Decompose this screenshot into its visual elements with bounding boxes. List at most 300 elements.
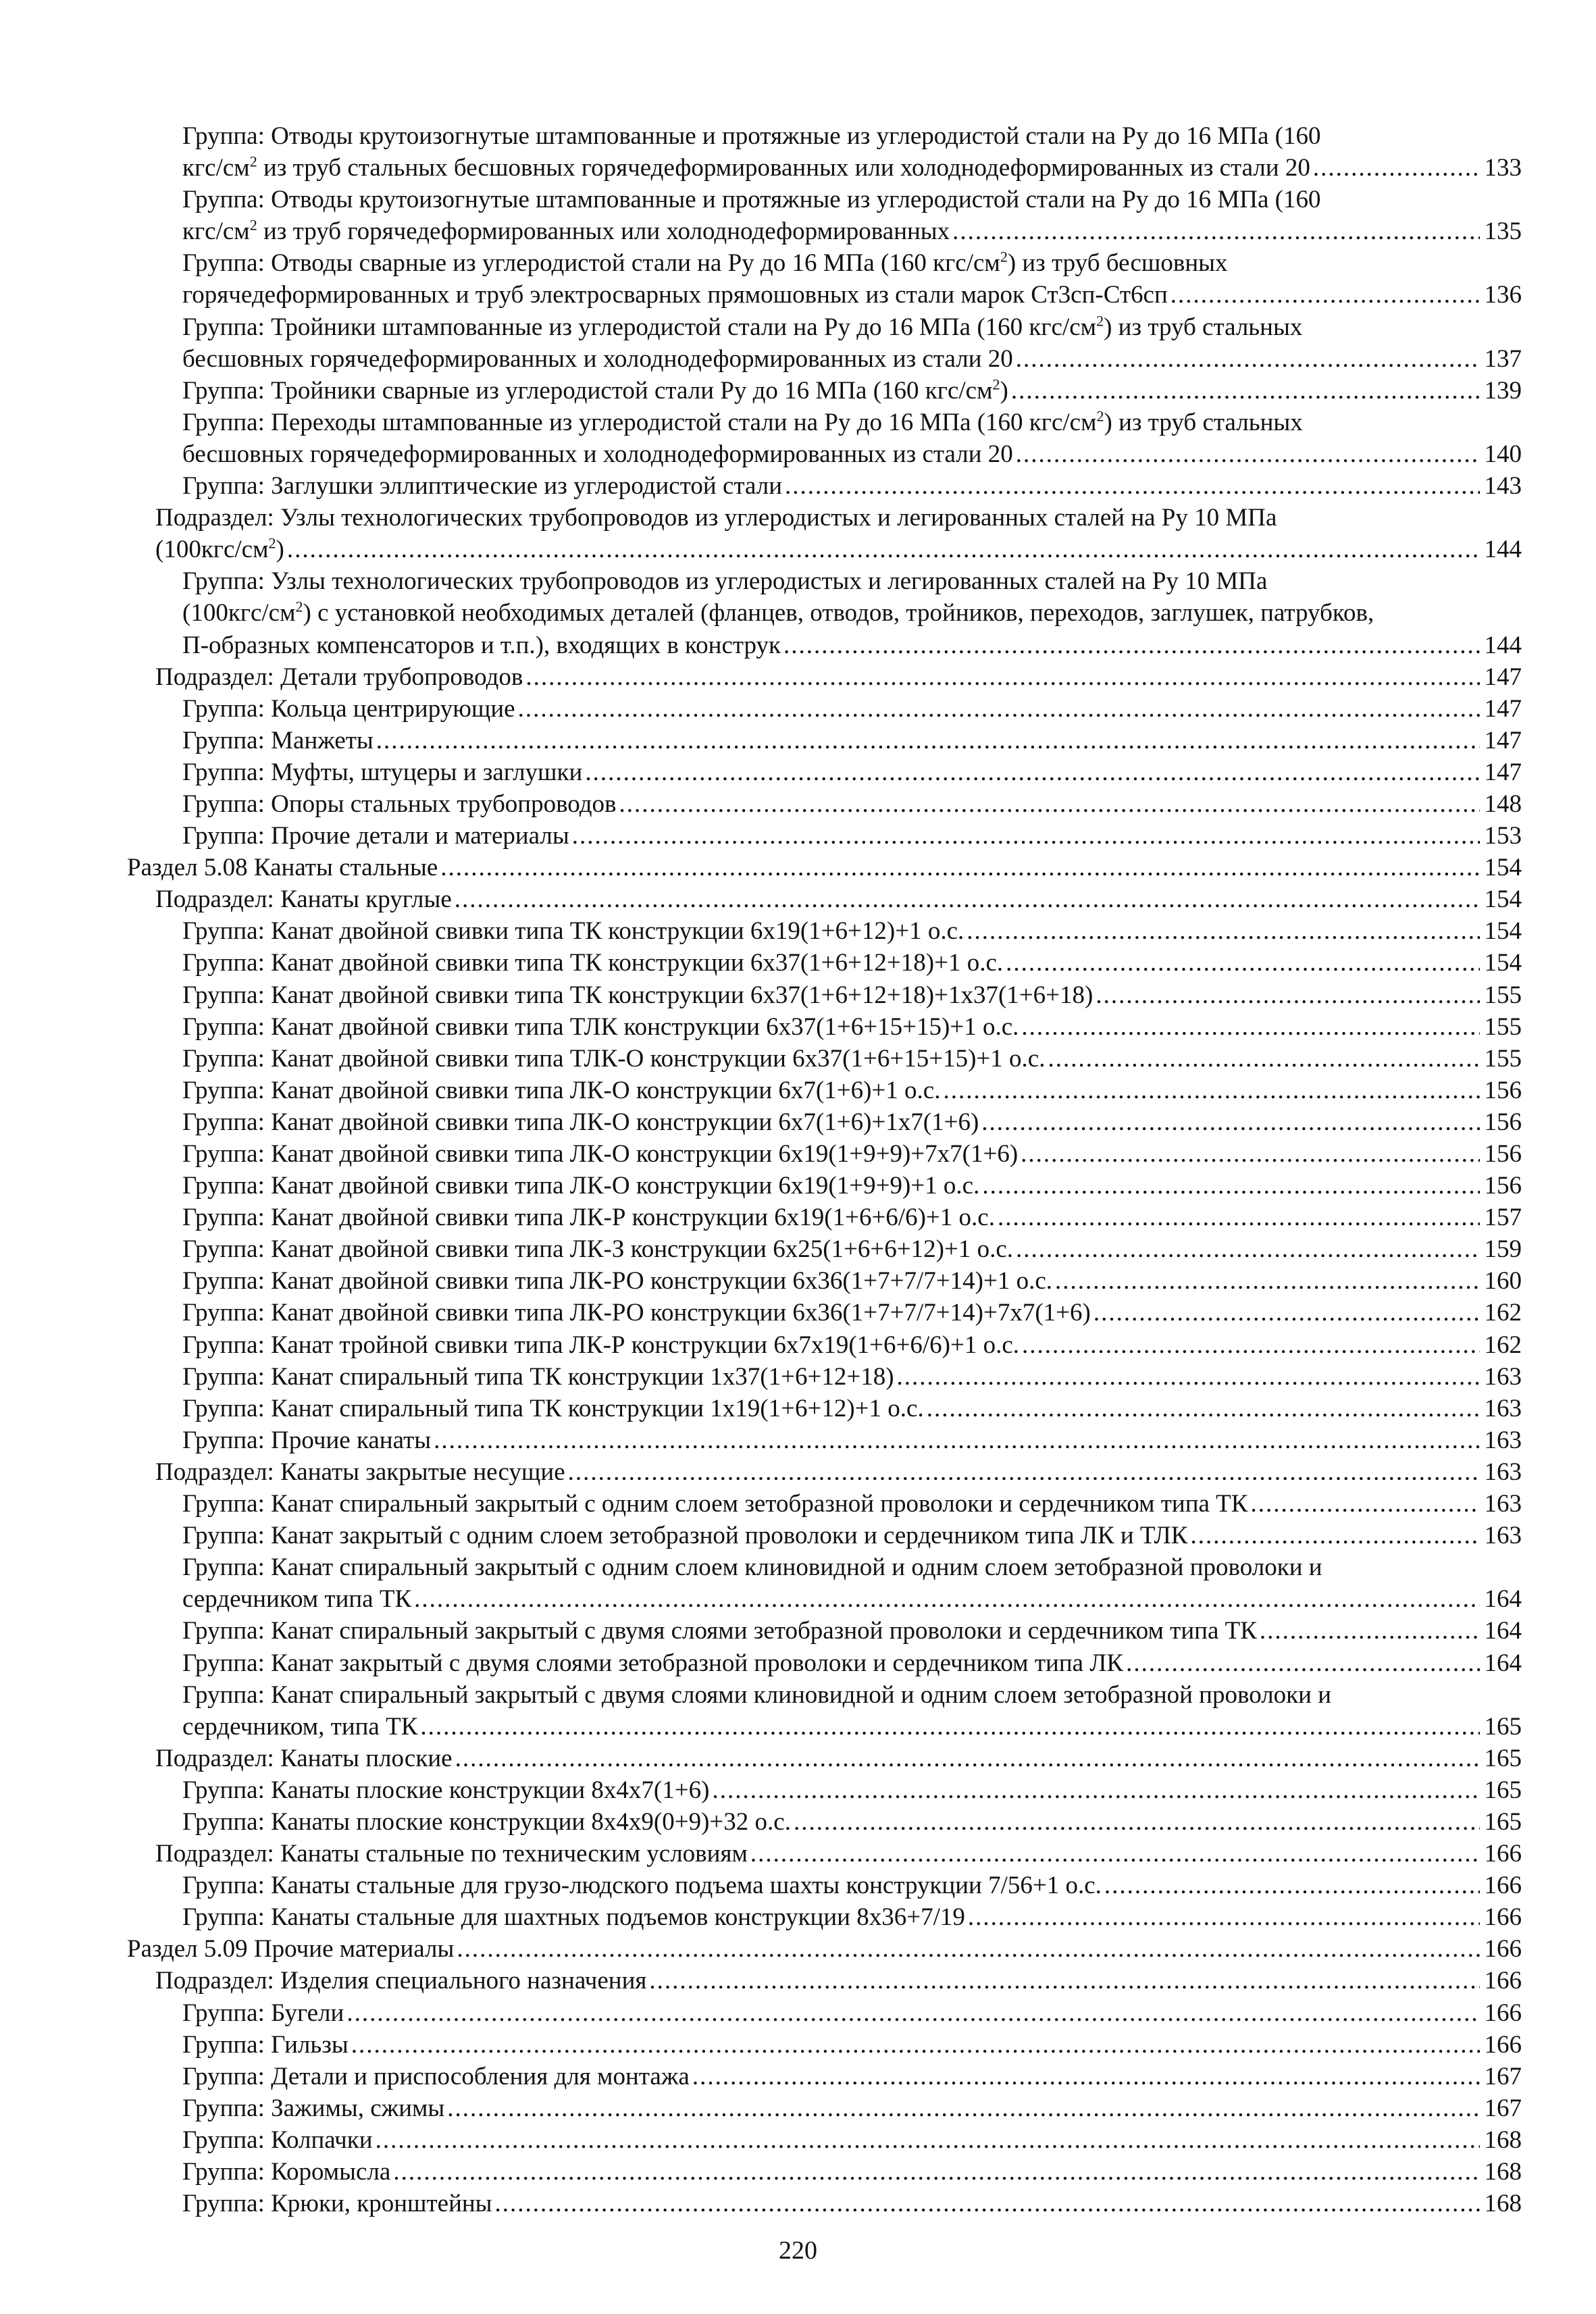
toc-entry-row: [182, 1106, 1522, 1138]
toc-group: [182, 1679, 1596, 1743]
dot-leader: [783, 629, 1480, 661]
toc-entry-text: Группа: Канат спиральный закрытый с одним слоем клиновидной и одним слоем зетобразной проволоки и: [182, 1553, 1322, 1582]
toc-entry-text: Подраздел: Канаты плоские: [155, 1744, 453, 1772]
toc-entry-text: Группа: Канат спиральный закрытый с одним слоем зетобразной проволоки и сердечником типа ТК: [182, 1490, 1248, 1518]
toc-entry-text: Группа: Канат двойной свивки типа ЛК-О конструкции 6х7(1+6)+1 о.с.: [182, 1076, 941, 1104]
toc-entry-text: бесшовных горячедеформированных и холоднодеформированных из стали 20: [182, 440, 1013, 468]
toc-entry-row: [182, 1488, 1522, 1520]
toc-group: [182, 2124, 1596, 2156]
toc-entry-row: [182, 343, 1522, 375]
toc-page-number: 155: [1484, 1044, 1522, 1073]
dot-leader: [1190, 1520, 1480, 1551]
toc-entry-row: [182, 756, 1522, 788]
superscript: 2: [1096, 312, 1104, 330]
toc-group: [182, 1647, 1596, 1679]
toc-entry-row: [155, 1456, 1522, 1488]
toc-page-number: 156: [1484, 1140, 1522, 1168]
toc-page-number: 166: [1484, 1935, 1522, 1963]
dot-leader: [346, 1997, 1480, 2029]
toc-entry-text: Подраздел: Узлы технологических трубопроводов из углеродистых и легированных сталей на Ру 10 МПа: [155, 504, 1277, 532]
toc-group: [182, 1393, 1596, 1424]
toc-entry-row: [182, 375, 1522, 407]
toc-group: [182, 2188, 1596, 2219]
toc-subsection: [155, 1743, 1596, 1774]
toc-group: [182, 915, 1596, 947]
toc-entry-text: Группа: Детали и приспособления для монтажа: [182, 2062, 690, 2090]
dot-leader: [649, 1965, 1480, 1997]
toc-entry-text: Подраздел: Канаты стальные по техническим условиям: [155, 1840, 748, 1868]
dot-leader: [420, 1711, 1480, 1743]
toc-page-number: 155: [1484, 1012, 1522, 1041]
toc-group: [182, 788, 1596, 820]
toc-entry-text: Группа: Крюки, кронштейны: [182, 2190, 492, 2218]
superscript: 2: [295, 598, 303, 616]
toc-entry-row: [182, 979, 1522, 1011]
toc-entry-row: [182, 1202, 1522, 1233]
toc-page-number: 168: [1484, 2158, 1522, 2186]
dot-leader: [585, 756, 1480, 788]
toc-group: [182, 247, 1596, 311]
toc-entry-row: [182, 1520, 1522, 1551]
toc-page-number: 167: [1484, 2094, 1522, 2122]
toc-page-number: 159: [1484, 1235, 1522, 1264]
toc-entry-row: [182, 629, 1522, 661]
dot-leader: [1096, 979, 1480, 1011]
toc-entry-row: [182, 2092, 1522, 2124]
toc-group: [182, 1774, 1596, 1806]
toc-entry-text: Группа: Муфты, штуцеры и заглушки: [182, 758, 583, 786]
toc-entry-row: [182, 1647, 1522, 1679]
toc-page-number: 166: [1484, 1872, 1522, 1900]
toc-page-number: 148: [1484, 790, 1522, 818]
dot-leader: [1126, 1647, 1480, 1679]
dot-leader: [376, 2124, 1480, 2156]
toc-entry-row: [182, 1774, 1522, 1806]
toc-page-number: 156: [1484, 1108, 1522, 1136]
dot-leader: [351, 2029, 1480, 2061]
dot-leader: [1021, 1011, 1480, 1043]
toc-entry-text: Подраздел: Изделия специального назначения: [155, 1967, 647, 1995]
toc-entry-text: кгс/$см^2$ из труб стальных бесшовных горячедеформированных или холоднодеформированных из стали 20: [182, 153, 1310, 182]
toc-group: [182, 311, 1596, 375]
toc-entry-text: Группа: Канат двойной свивки типа ТК конструкции 6х19(1+6+12)+1 о.с.: [182, 917, 964, 946]
dot-leader: [440, 852, 1480, 883]
toc-entry-row: [182, 2188, 1522, 2219]
toc-entry-text: Группа: Отводы сварные из углеродистой стали на Ру до 16 МПа (160 кгс/$см^2$) из труб бесшовных: [182, 249, 1228, 278]
toc-group: [182, 1138, 1596, 1170]
toc-group: [182, 1075, 1596, 1106]
toc-section: [127, 852, 1596, 883]
toc-entry-text: Группа: Канаты стальные для грузо-людского подъема шахты конструкции 7/56+1 о.с.: [182, 1872, 1102, 1900]
toc-group: [182, 1361, 1596, 1393]
toc-page-number: 154: [1484, 885, 1522, 914]
toc-entry-row: [182, 1138, 1522, 1170]
toc-entry-row: [182, 1075, 1522, 1106]
toc-subsection: [155, 1965, 1596, 1997]
dot-leader: [457, 1933, 1480, 1965]
toc-page-number: 166: [1484, 2030, 1522, 2059]
toc-page-number: 165: [1484, 1807, 1522, 1836]
toc-group: [182, 2092, 1596, 2124]
toc-page-number: 168: [1484, 2190, 1522, 2218]
toc-group: [182, 947, 1596, 979]
toc-group: [182, 1551, 1596, 1615]
toc-entry-text: Группа: Канат двойной свивки типа ЛК-О конструкции 6х19(1+9+9)+1 о.с.: [182, 1172, 980, 1200]
toc-entry-text: Группа: Переходы штампованные из углеродистой стали на Ру до 16 МПа (160 кгс/$см^2$) из труб стальных: [182, 407, 1303, 436]
toc-group: [182, 693, 1596, 725]
toc-entry-row: [182, 2156, 1522, 2188]
toc-group: [182, 2029, 1596, 2061]
toc-entry-text: Группа: Канат спиральный типа ТК конструкции 1х37(1+6+12+18): [182, 1362, 894, 1391]
toc-page-number: 168: [1484, 2126, 1522, 2154]
toc-entry-row: [182, 1329, 1522, 1361]
toc-group: [182, 375, 1596, 407]
toc-entry-text: Группа: Зажимы, сжимы: [182, 2094, 445, 2122]
toc-entry-row: [182, 947, 1522, 979]
toc-page-number: 162: [1484, 1331, 1522, 1359]
toc-page-number: 163: [1484, 1426, 1522, 1454]
toc-entry-text: Группа: Канат двойной свивки типа ЛК-О конструкции 6х7(1+6)+1х7(1+6): [182, 1108, 979, 1136]
page-number: 220: [779, 2236, 817, 2265]
toc-entry-text: Группа: Канат спиральный закрытый с двумя слоями клиновидной и одним слоем зетобразной проволоки и: [182, 1680, 1332, 1709]
dot-leader: [447, 2092, 1480, 2124]
toc-section: [127, 1933, 1596, 1965]
toc-entry-row: [182, 1265, 1522, 1297]
toc-entry-row: [182, 915, 1522, 947]
superscript: 2: [1000, 249, 1008, 266]
toc-page-number: 163: [1484, 1362, 1522, 1391]
dot-leader: [287, 534, 1480, 565]
toc-entry-row: [182, 693, 1522, 725]
toc-entry-text: Раздел 5.08 Канаты стальные: [127, 854, 438, 882]
toc-page-number: 165: [1484, 1744, 1522, 1772]
toc-group: [182, 470, 1596, 502]
toc-entry-row: [127, 1933, 1522, 1965]
toc-entry-text: Группа: Канаты плоские конструкции 8х4х7(1+6): [182, 1776, 710, 1804]
toc-entry-row: [182, 2029, 1522, 2061]
toc-entry-text: Группа: Коромысла: [182, 2158, 391, 2186]
toc-entry-row: [182, 1297, 1522, 1329]
toc-page-number: 143: [1484, 472, 1522, 500]
toc-group: [182, 1297, 1596, 1329]
toc-entry-text: Подраздел: Канаты закрытые несущие: [155, 1458, 565, 1486]
toc-page-number: 147: [1484, 694, 1522, 723]
dot-leader: [495, 2188, 1480, 2219]
toc-entry-text: Группа: Бугели: [182, 1999, 344, 2027]
dot-leader: [785, 470, 1480, 502]
toc-group: [182, 1424, 1596, 1456]
toc-group: [182, 1870, 1596, 1901]
dot-leader: [1260, 1615, 1480, 1647]
toc-entry-row: [155, 1965, 1522, 1997]
toc-entry-text: Раздел 5.09 Прочие материалы: [127, 1935, 455, 1963]
dot-leader: [568, 1456, 1480, 1488]
toc-group: [182, 407, 1596, 470]
toc-page-number: 137: [1484, 344, 1522, 373]
dot-leader: [927, 1393, 1480, 1424]
toc-entry-text: Группа: Манжеты: [182, 726, 374, 754]
toc-page-number: 164: [1484, 1649, 1522, 1677]
dot-leader: [1021, 1138, 1480, 1170]
toc-page-number: 144: [1484, 631, 1522, 659]
toc-page-number: 156: [1484, 1076, 1522, 1104]
toc-entry-text: Группа: Канат двойной свивки типа ЛК-РО конструкции 6х36(1+7+7/7+14)+7х7(1+6): [182, 1299, 1091, 1327]
toc-page-number: 165: [1484, 1776, 1522, 1804]
toc-subsection: [155, 883, 1596, 915]
toc-entry-text: сердечником, типа ТК: [182, 1712, 418, 1741]
dot-leader: [1022, 1329, 1480, 1361]
dot-leader: [455, 1743, 1480, 1774]
dot-leader: [619, 788, 1480, 820]
toc-page-number: 140: [1484, 440, 1522, 468]
toc-group: [182, 1265, 1596, 1297]
dot-leader: [943, 1075, 1480, 1106]
toc-page-number: 155: [1484, 981, 1522, 1009]
toc-entry-text: Группа: Отводы крутоизогнутые штампованные и протяжные из углеродистой стали на Ру до 16 МПа (160: [182, 186, 1321, 214]
toc-page-number: 154: [1484, 917, 1522, 946]
toc-page-number: 163: [1484, 1490, 1522, 1518]
toc-page-number: 153: [1484, 822, 1522, 850]
toc-entry-row: [182, 2124, 1522, 2156]
toc-entry-text: Группа: Канаты стальные для шахтных подъемов конструкции 8х36+7/19: [182, 1903, 965, 1932]
toc-entry-row: [182, 1043, 1522, 1075]
superscript: 2: [992, 376, 1000, 393]
toc-entry-row: [182, 1615, 1522, 1647]
dot-leader: [393, 2156, 1480, 2188]
toc-entry-row: [182, 1997, 1522, 2029]
toc-entry-row: [155, 1838, 1522, 1870]
toc-entry-text: Группа: Канат спиральный закрытый с двумя слоями зетобразной проволоки и сердечником типа ТК: [182, 1617, 1257, 1645]
toc-entry-text: Группа: Канат двойной свивки типа ТК конструкции 6х37(1+6+12+18)+1 о.с.: [182, 949, 1004, 977]
toc-entry-row: [155, 534, 1522, 565]
dot-leader: [968, 1901, 1480, 1933]
dot-leader: [414, 1583, 1480, 1615]
toc-group: [182, 1901, 1596, 1933]
toc-page-number: 163: [1484, 1458, 1522, 1486]
dot-leader: [1104, 1870, 1480, 1901]
toc-entry-text: сердечником типа ТК: [182, 1585, 412, 1614]
dot-leader: [455, 883, 1480, 915]
toc-subsection: [155, 502, 1596, 565]
dot-leader: [750, 1838, 1480, 1870]
superscript: 2: [249, 216, 257, 234]
toc-page-number: 139: [1484, 376, 1522, 405]
toc-entry-text: Группа: Канат двойной свивки типа ЛК-З конструкции 6х25(1+6+6+12)+1 о.с.: [182, 1235, 1013, 1264]
toc-entry-text: Группа: Тройники штампованные из углеродистой стали на Ру до 16 МПа (160 кгс/$см^2$) из труб стальных: [182, 312, 1303, 341]
toc-page-number: 166: [1484, 1967, 1522, 1995]
dot-leader: [982, 1170, 1480, 1202]
toc-group: [182, 1997, 1596, 2029]
toc-entry-text: Группа: Колпачки: [182, 2126, 373, 2154]
superscript: 2: [249, 153, 257, 170]
toc-entry-text: Группа: Кольца центрирующие: [182, 694, 515, 723]
toc-entry-row: [182, 788, 1522, 820]
toc-group: [182, 2061, 1596, 2092]
toc-entry-row: [182, 1711, 1522, 1743]
table-of-contents: [0, 120, 1596, 2219]
toc-entry-row: [182, 1583, 1522, 1615]
toc-group: [182, 756, 1596, 788]
toc-entry-text: Группа: Отводы крутоизогнутые штампованные и протяжные из углеродистой стали на Ру до 16 МПа (160: [182, 122, 1321, 150]
toc-group: [182, 1488, 1596, 1520]
dot-leader: [794, 1806, 1480, 1838]
toc-entry-text: Группа: Канат двойной свивки типа ТЛК конструкции 6х37(1+6+15+15)+1 о.с.: [182, 1012, 1019, 1041]
toc-entry-row: [182, 470, 1522, 502]
toc-group: [182, 1806, 1596, 1838]
dot-leader: [981, 1106, 1480, 1138]
dot-leader: [1016, 1233, 1480, 1265]
dot-leader: [1313, 152, 1480, 184]
dot-leader: [525, 661, 1480, 693]
dot-leader: [712, 1774, 1480, 1806]
toc-entry-row: [182, 152, 1522, 184]
toc-entry-row: [155, 661, 1522, 693]
toc-entry-text: Группа: Опоры стальных трубопроводов: [182, 790, 617, 818]
toc-page-number: 164: [1484, 1617, 1522, 1645]
toc-subsection: [155, 1838, 1596, 1870]
toc-group: [182, 120, 1596, 184]
dot-leader: [434, 1424, 1480, 1456]
toc-entry-text: Группа: Канат тройной свивки типа ЛК-Р конструкции 6х7х19(1+6+6/6)+1 о.с.: [182, 1331, 1020, 1359]
toc-entry-text: Группа: Канаты плоские конструкции 8х4х9(0+9)+32 о.с.: [182, 1807, 791, 1836]
toc-group: [182, 184, 1596, 247]
toc-entry-row: [182, 438, 1522, 470]
dot-leader: [1048, 1043, 1480, 1075]
toc-page-number: 163: [1484, 1394, 1522, 1422]
toc-group: [182, 565, 1596, 661]
toc-page-number: 157: [1484, 1204, 1522, 1232]
dot-leader: [1016, 343, 1480, 375]
toc-group: [182, 1011, 1596, 1043]
toc-entry-row: [182, 1361, 1522, 1393]
dot-leader: [518, 693, 1480, 725]
dot-leader: [692, 2061, 1480, 2092]
toc-entry-text: Группа: Прочие детали и материалы: [182, 822, 569, 850]
toc-page-number: 136: [1484, 281, 1522, 309]
dot-leader: [1016, 438, 1480, 470]
toc-page-number: 135: [1484, 217, 1522, 246]
toc-entry-text: Группа: Канат двойной свивки типа ТК конструкции 6х37(1+6+12+18)+1х37(1+6+18): [182, 981, 1093, 1009]
toc-group: [182, 820, 1596, 852]
toc-page-number: 166: [1484, 1840, 1522, 1868]
toc-page-number: 147: [1484, 663, 1522, 691]
toc-page-number: 154: [1484, 949, 1522, 977]
toc-subsection: [155, 1456, 1596, 1488]
toc-group: [182, 1043, 1596, 1075]
dot-leader: [897, 1361, 1480, 1393]
toc-page-number: 166: [1484, 1999, 1522, 2027]
toc-entry-text: $(100кгс/см^2)$: [155, 534, 284, 564]
toc-page-number: 147: [1484, 726, 1522, 754]
dot-leader: [1250, 1488, 1480, 1520]
dot-leader: [1055, 1265, 1480, 1297]
toc-page-number: 167: [1484, 2062, 1522, 2090]
dot-leader: [967, 915, 1480, 947]
toc-entry-text: Группа: Канат двойной свивки типа ЛК-РО конструкции 6х36(1+7+7/7+14)+1 о.с.: [182, 1267, 1052, 1295]
toc-page-number: 166: [1484, 1903, 1522, 1932]
toc-entry-row: [182, 1424, 1522, 1456]
toc-entry-text: П-образных компенсаторов и т.п.), входящих в конструк: [182, 631, 781, 659]
toc-page-number: 162: [1484, 1299, 1522, 1327]
dot-leader: [376, 725, 1480, 756]
toc-page-number: 165: [1484, 1712, 1522, 1741]
toc-entry-row: [155, 1743, 1522, 1774]
dot-leader: [952, 215, 1480, 247]
toc-entry-row: [182, 2061, 1522, 2092]
toc-group: [182, 1170, 1596, 1202]
toc-entry-text: Группа: Гильзы: [182, 2030, 349, 2059]
toc-entry-row: [182, 1011, 1522, 1043]
toc-entry-row: [155, 883, 1522, 915]
toc-entry-text: Группа: Канат двойной свивки типа ЛК-Р конструкции 6х19(1+6+6/6)+1 о.с.: [182, 1204, 995, 1232]
toc-group: [182, 2156, 1596, 2188]
toc-group: [182, 1520, 1596, 1551]
superscript: 2: [1096, 407, 1104, 425]
toc-entry-text: Группа: Канат двойной свивки типа ТЛК-О конструкции 6х37(1+6+15+15)+1 о.с.: [182, 1044, 1046, 1073]
dot-leader: [1170, 279, 1480, 311]
toc-entry-row: [182, 215, 1522, 247]
toc-group: [182, 725, 1596, 756]
toc-entry-text: Группа: Канат закрытый с одним слоем зетобразной проволоки и сердечником типа ЛК и ТЛК: [182, 1522, 1188, 1550]
toc-entry-row: [182, 725, 1522, 756]
toc-entry-text: Группа: Канат двойной свивки типа ЛК-О конструкции 6х19(1+9+9)+7х7(1+6): [182, 1140, 1019, 1168]
toc-subsection: [155, 661, 1596, 693]
toc-entry-text: Группа: Канат спиральный типа ТК конструкции 1х19(1+6+12)+1 о.с.: [182, 1394, 924, 1422]
toc-group: [182, 1233, 1596, 1265]
toc-group: [182, 1615, 1596, 1647]
toc-entry-row: [182, 1393, 1522, 1424]
toc-page-number: 154: [1484, 854, 1522, 882]
toc-entry-row: [182, 1870, 1522, 1901]
toc-entry-text: Группа: Канат закрытый с двумя слоями зетобразной проволоки и сердечником типа ЛК: [182, 1649, 1124, 1677]
toc-entry-row: [182, 1170, 1522, 1202]
toc-entry-row: [182, 1901, 1522, 1933]
toc-entry-text: $(100кгс/см^2)$ с установкой необходимых деталей (фланцев, отводов, тройников, переходов, заглушек, патрубков,: [182, 598, 1374, 627]
toc-entry-text: бесшовных горячедеформированных и холоднодеформированных из стали 20: [182, 344, 1013, 373]
toc-entry-text: Группа: Заглушки эллиптические из углеродистой стали: [182, 472, 783, 500]
toc-entry-text: Группа: Узлы технологических трубопроводов из углеродистых и легированных сталей на Ру 10 МПа: [182, 567, 1268, 596]
dot-leader: [572, 820, 1480, 852]
toc-page-number: 144: [1484, 536, 1522, 564]
dot-leader: [1093, 1297, 1480, 1329]
toc-group: [182, 1202, 1596, 1233]
toc-entry-text: горячедеформированных и труб электросварных прямошовных из стали марок Ст3сп-Ст6сп: [182, 281, 1168, 309]
toc-entry-text: Подраздел: Канаты круглые: [155, 885, 452, 914]
toc-entry-row: [182, 820, 1522, 852]
toc-entry-text: кгс/$см^2$ из труб горячедеформированных или холоднодеформированных: [182, 216, 950, 246]
dot-leader: [1011, 375, 1480, 407]
dot-leader: [1006, 947, 1480, 979]
toc-entry-row: [182, 1233, 1522, 1265]
toc-page-number: 147: [1484, 758, 1522, 786]
toc-group: [182, 1329, 1596, 1361]
toc-page-number: 133: [1484, 154, 1522, 182]
toc-entry-text: Группа: Прочие канаты: [182, 1426, 432, 1454]
toc-group: [182, 1106, 1596, 1138]
dot-leader: [998, 1202, 1480, 1233]
toc-entry-row: [182, 1806, 1522, 1838]
toc-entry-text: Подраздел: Детали трубопроводов: [155, 663, 523, 691]
toc-page-number: 160: [1484, 1267, 1522, 1295]
toc-entry-text: Группа: Тройники сварные из углеродистой стали Ру до 16 МПа (160 кгс/$см^2$): [182, 376, 1008, 405]
toc-entry-row: [127, 852, 1522, 883]
toc-group: [182, 979, 1596, 1011]
toc-page-number: 163: [1484, 1522, 1522, 1550]
toc-page-number: 164: [1484, 1585, 1522, 1614]
toc-page-number: 156: [1484, 1172, 1522, 1200]
superscript: 2: [268, 534, 276, 552]
toc-entry-row: [182, 279, 1522, 311]
